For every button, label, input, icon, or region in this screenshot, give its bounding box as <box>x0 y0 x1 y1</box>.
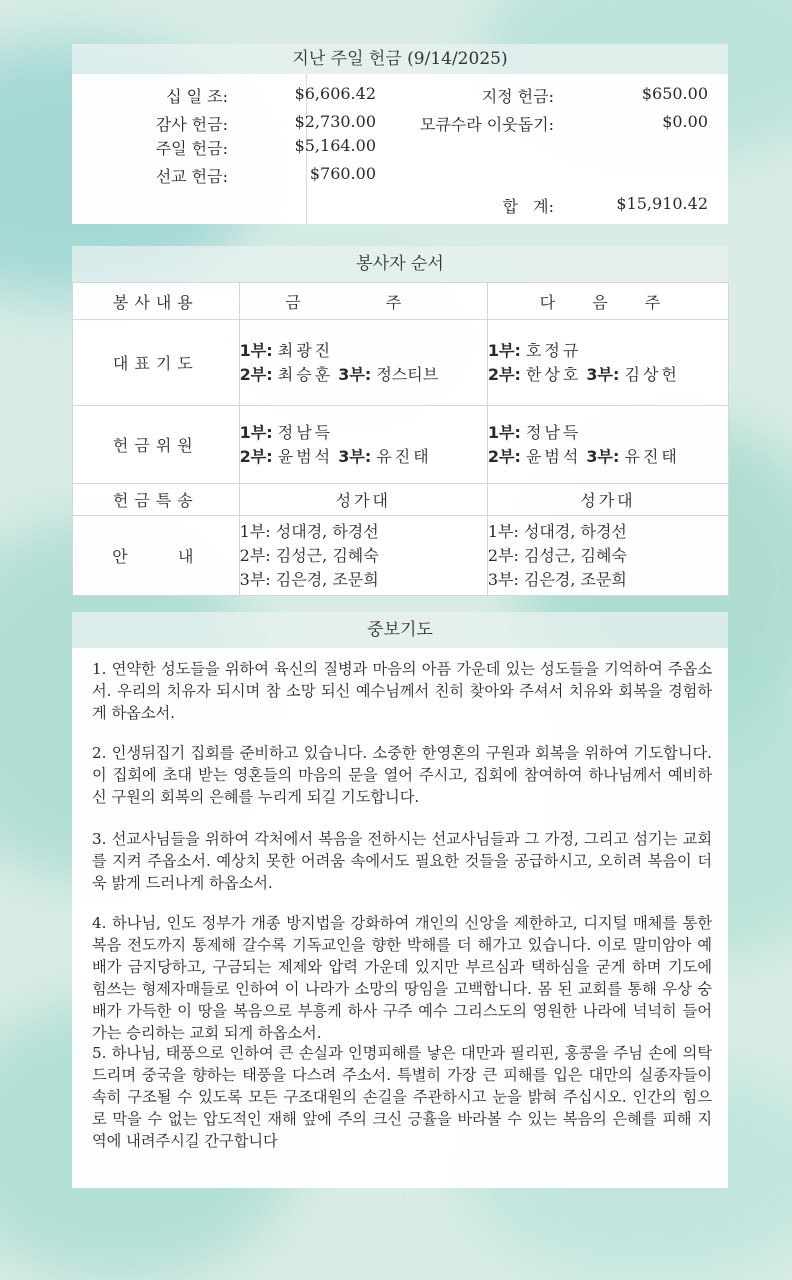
guide-line: 2부: 김성근, 김혜숙 <box>487 545 627 565</box>
prayer-panel <box>72 648 728 1188</box>
table-header-row <box>73 283 729 320</box>
prayer-item: 3. 선교사님들을 위하여 각처에서 복음을 전하시는 선교사님들과 그 가정, 그리고 섬기는 교회를 지켜 주옵소서. 예상치 못한 어려움 속에서도 필요한 것들을 공급하시고, 오히려 복음이 더욱 밝게 드러나게 하옵소서. <box>92 830 712 892</box>
offering-value: $5,164.00 <box>294 136 376 155</box>
person-name: 최승훈 <box>277 364 334 384</box>
role-cell: 헌금특송 <box>73 484 240 516</box>
prayer-item: 1. 연약한 성도들을 위하여 육신의 질병과 마음의 아픔 가운데 있는 성도들을 기억하여 주옵소서. 우리의 치유자 되시며 참 소망 되신 예수님께서 친히 찾아와 주셔서 치유와 회복을 경험하게 하옵소서. <box>92 660 712 722</box>
part-label: 2부: <box>487 364 521 384</box>
table-row <box>73 516 729 596</box>
part-label: 3부: <box>338 446 372 466</box>
table-row <box>73 320 729 406</box>
offering-label: 감사 헌금: <box>155 115 228 134</box>
person-name: 윤범석 <box>277 446 334 466</box>
next-week-cell <box>487 516 728 596</box>
prayer-item: 4. 하나님, 인도 정부가 개종 방지법을 강화하여 개인의 신앙을 제한하고, 디지털 매체를 통한 복음 전도까지 통제해 갈수록 기독교인을 향한 박해를 더 해가고 있습니다. 이로 말미암아 예배가 금지당하고, 구금되는 제제와 압력 가운데 있지만 부르심과 택하심을 굳게 하며 기도에 힘쓰는 형제자매들로 인하여 이 나라가 소망의 땅임을 고백합니다. 몸 된 교회를 통해 우상 숭배가 가득한 이 땅을 복음으로 부흥케 하사 구주 예수 그리스도의 영원한 나라에 넉넉히 들어가는 승리하는 교회 되게 하옵소서. <box>92 914 712 1042</box>
this-week-cell: 성가대 <box>239 484 487 516</box>
person-name: 정스티브 <box>376 364 439 384</box>
offering-total-value: $15,910.42 <box>616 194 708 213</box>
offering-value: $650.00 <box>641 84 708 103</box>
offering-value: $6,606.42 <box>294 84 376 103</box>
person-name: 정남득 <box>525 422 582 442</box>
part-label: 3부: <box>586 364 620 384</box>
prayer-item: 5. 하나님, 태풍으로 인하여 큰 손실과 인명피해를 낳은 대만과 필리핀, 홍콩을 주님 손에 의탁드리며 중국을 향하는 태풍을 다스려 주소서. 특별히 가장 큰 피해를 입은 대만의 실종자들이 속히 구조될 수 있도록 모든 구조대원의 손길을 주관하시고 눈을 밝혀 주십시오. 인간의 힘으로 막을 수 없는 압도적인 재해 앞에 주의 크신 긍휼을 바라볼 수 있는 복음의 은혜를 피해 지역에 내려주시길 간구합니다 <box>92 1044 712 1150</box>
part-label: 2부: <box>239 364 273 384</box>
offering-value: $760.00 <box>309 164 376 183</box>
next-week-cell <box>487 406 728 484</box>
next-week-cell <box>487 320 728 406</box>
offering-label: 모큐수라 이웃돕기: <box>419 115 554 134</box>
guide-line: 1부: 성대경, 하경선 <box>487 521 627 541</box>
offering-label: 주일 헌금: <box>155 139 228 158</box>
column-header: 다 음 주 <box>487 283 728 320</box>
part-label: 3부: <box>338 364 372 384</box>
offering-label: 선교 헌금: <box>155 167 228 186</box>
offering-value: $2,730.00 <box>294 112 376 131</box>
offering-title: 지난 주일 헌금 (9/14/2025) <box>72 44 728 74</box>
part-label: 1부: <box>239 422 273 442</box>
next-week-cell: 성가대 <box>487 484 728 516</box>
part-label: 2부: <box>487 446 521 466</box>
person-name: 유진태 <box>376 446 432 466</box>
person-name: 호정규 <box>525 340 582 360</box>
offering-value: $0.00 <box>662 112 708 131</box>
offering-label: 십 일 조: <box>166 87 228 106</box>
column-header: 봉사내용 <box>73 283 240 320</box>
role-cell: 대표기도 <box>73 320 240 406</box>
table-row <box>73 484 729 516</box>
part-label: 1부: <box>487 340 521 360</box>
person-name: 정남득 <box>277 422 334 442</box>
table-row <box>73 406 729 484</box>
role-cell: 헌금위원 <box>73 406 240 484</box>
part-label: 1부: <box>487 422 521 442</box>
part-label: 2부: <box>239 446 273 466</box>
volunteers-title: 봉사자 순서 <box>72 246 728 282</box>
this-week-cell <box>239 320 487 406</box>
prayer-title: 중보기도 <box>72 612 728 648</box>
column-header: 금 주 <box>239 283 487 320</box>
guide-line: 3부: 김은경, 조문희 <box>487 569 627 589</box>
offering-total-label: 합 계: <box>502 197 554 216</box>
guide-line: 2부: 김성근, 김혜숙 <box>239 545 379 565</box>
prayer-item: 2. 인생뒤집기 집회를 준비하고 있습니다. 소중한 한영혼의 구원과 회복을 위하여 기도합니다. 이 집회에 초대 받는 영혼들의 마음의 문을 열어 주시고, 집회에 참여하여 하나님께서 예비하신 구원의 회복의 은혜를 누리게 되길 기도합니다. <box>92 744 712 806</box>
this-week-cell <box>239 406 487 484</box>
part-label: 3부: <box>586 446 620 466</box>
person-name: 김상헌 <box>624 364 680 384</box>
person-name: 최광진 <box>277 340 334 360</box>
guide-line: 1부: 성대경, 하경선 <box>239 521 379 541</box>
person-name: 유진태 <box>624 446 680 466</box>
person-name: 윤범석 <box>525 446 582 466</box>
offering-panel <box>72 74 728 224</box>
guide-line: 3부: 김은경, 조문희 <box>239 569 379 589</box>
this-week-cell <box>239 516 487 596</box>
offering-label: 지정 헌금: <box>481 87 554 106</box>
volunteers-table <box>72 282 729 596</box>
person-name: 한상호 <box>525 364 582 384</box>
part-label: 1부: <box>239 340 273 360</box>
role-cell: 안 내 <box>73 516 240 596</box>
